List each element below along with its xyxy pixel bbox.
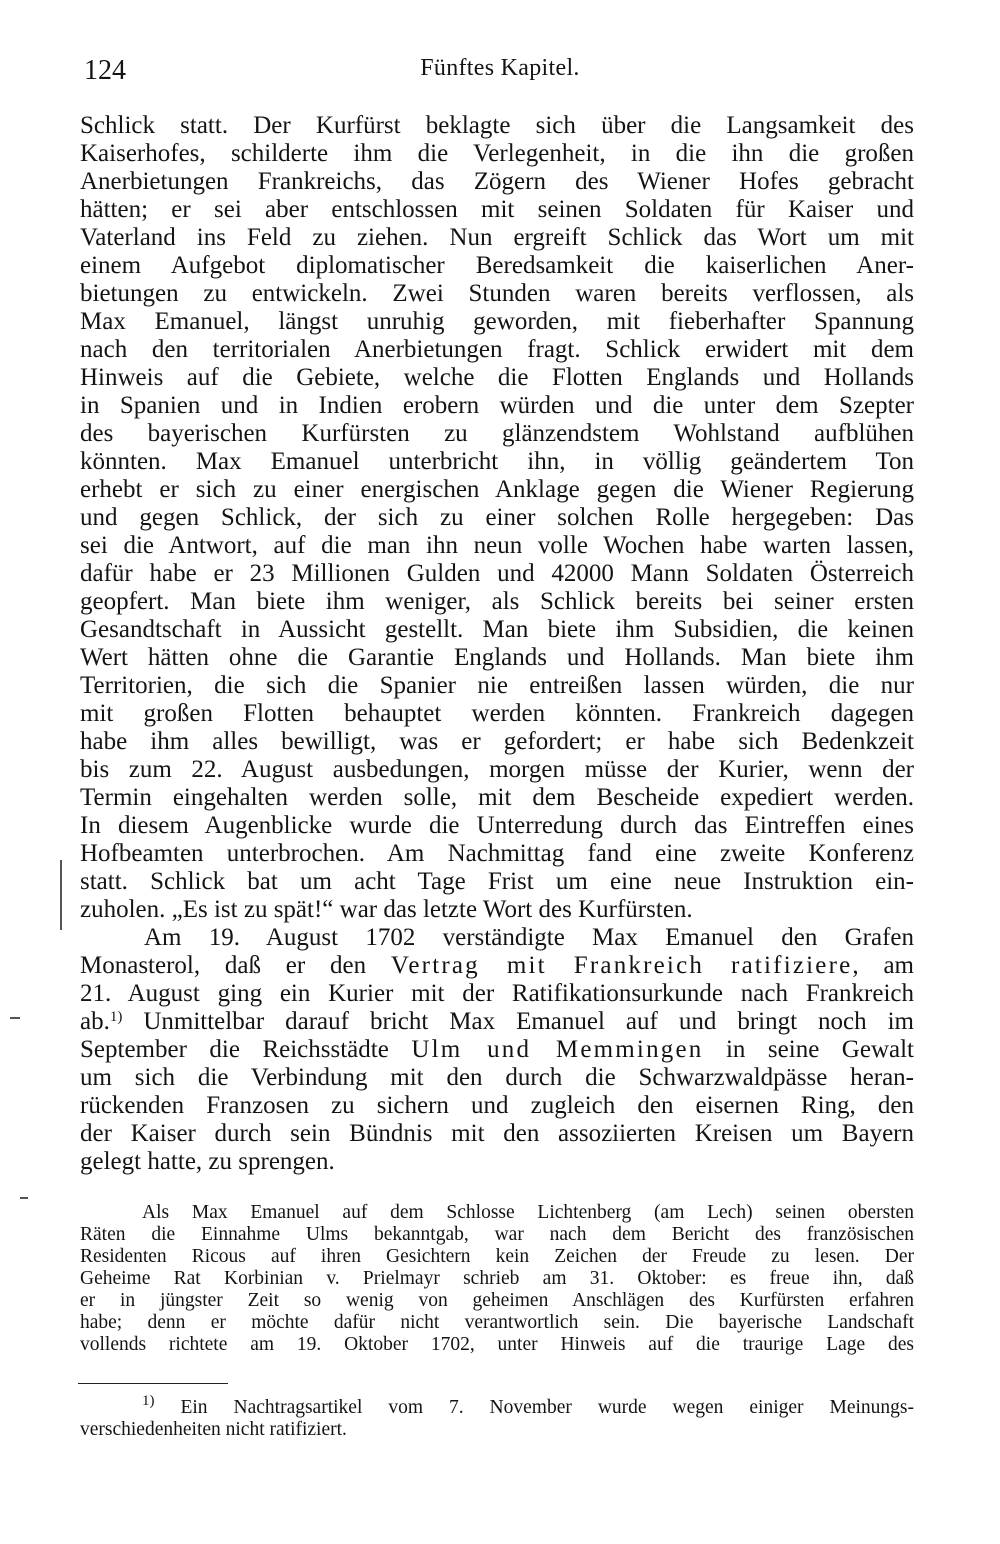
text-line: Hofbeamten unterbrochen. Am Nachmittag fand eine zweite Konferenz	[80, 840, 914, 867]
paragraph-1	[80, 112, 914, 924]
page-number: 124	[84, 55, 126, 86]
text-line: gelegt hatte, zu sprengen.	[80, 1148, 335, 1175]
text-line	[80, 952, 914, 980]
text-line: Gesandtschaft in Aussicht gestellt. Man biete ihm Subsidien, die keinen	[80, 616, 914, 643]
paragraph-2-rest	[80, 1064, 914, 1176]
text-run: ab.	[80, 1008, 110, 1035]
text-line: um sich die Verbindung mit den durch die Schwarzwaldpässe heran-	[80, 1064, 914, 1091]
main-text	[80, 112, 914, 1176]
text-run: Unmittelbar darauf bricht Max Emanuel auf und bringt noch im	[122, 1008, 914, 1035]
text-line: bis zum 22. August ausbedungen, morgen müsse der Kurier, wenn der	[80, 756, 914, 783]
text-run: , am	[852, 952, 914, 979]
text-line: Vaterland ins Feld zu ziehen. Nun ergreift Schlick das Wort um mit	[80, 224, 914, 251]
emphasis-spaced: Vertrag mit Frankreich ratifiziere	[390, 952, 853, 979]
margin-mark	[20, 1197, 28, 1199]
page-header	[0, 55, 1000, 95]
text-line: zuholen. „Es ist zu spät!“ war das letzte Wort des Kurfürsten.	[80, 896, 693, 923]
quote-line: er in jüngster Zeit so wenig von geheimen Anschlägen des Kurfürsten erfahren	[80, 1290, 914, 1311]
quote-line: Räten die Einnahme Ulms bekanntgab, war nach dem Bericht des französischen	[80, 1224, 914, 1245]
text-line: mit großen Flotten behauptet werden könnten. Frankreich dagegen	[80, 700, 914, 727]
running-head: Fünftes Kapitel.	[420, 55, 580, 81]
text-line: Max Emanuel, längst unruhig geworden, mit fieberhafter Spannung	[80, 308, 914, 335]
text-line: 21. August ging ein Kurier mit der Ratifikationsurkunde nach Frankreich	[80, 980, 914, 1007]
text-line: der Kaiser durch sein Bündnis mit den assoziierten Kreisen um Bayern	[80, 1120, 914, 1147]
text-run: September die Reichsstädte	[80, 1036, 412, 1063]
text-line: des bayerischen Kurfürsten zu glänzendstem Wohlstand aufblühen	[80, 420, 914, 447]
text-line: rückenden Franzosen zu sichern und zugleich den eisernen Ring, den	[80, 1092, 914, 1119]
quote-line: Residenten Ricous auf ihren Gesichtern kein Zeichen der Freude zu lesen. Der	[80, 1246, 914, 1267]
quote-line: Als Max Emanuel auf dem Schlosse Lichtenberg (am Lech) seinen obersten	[142, 1202, 914, 1223]
text-line: einem Aufgebot diplomatischer Beredsamkeit die kaiserlichen Aner-	[80, 252, 914, 279]
text-line: Territorien, die sich die Spanier nie entreißen lassen würden, die nur	[80, 672, 914, 699]
text-line: in Spanien und in Indien erobern würden und die unter dem Szepter	[80, 392, 914, 419]
text-line	[80, 1008, 914, 1036]
emphasis-spaced: Ulm und Memmingen	[411, 1036, 704, 1063]
text-line: Termin eingehalten werden solle, mit dem Bescheide expediert werden.	[80, 784, 914, 811]
text-line: Kaiserhofes, schilderte ihm die Verlegenheit, in die ihn die großen	[80, 140, 914, 167]
text-run: Ein Nachtragsartikel vom 7. November wurde wegen einiger Meinungs-	[154, 1397, 914, 1418]
text-line: Schlick statt. Der Kurfürst beklagte sich über die Langsamkeit des	[80, 112, 914, 139]
text-run: in seine Gewalt	[703, 1036, 914, 1063]
margin-mark	[10, 1017, 20, 1019]
margin-mark	[60, 860, 62, 930]
text-line: geopfert. Man biete ihm weniger, als Schlick bereits bei seiner ersten	[80, 588, 914, 615]
text-line: Hinweis auf die Gebiete, welche die Flotten Englands und Hollands	[80, 364, 914, 391]
footnote-line	[80, 1393, 914, 1419]
text-line: erhebt er sich zu einer energischen Anklage gegen die Wiener Regierung	[80, 476, 914, 503]
text-line: In diesem Augenblicke wurde die Unterredung durch das Eintreffen eines	[80, 812, 914, 839]
paragraph-2	[80, 924, 914, 1176]
quote-line: habe; denn er möchte dafür nicht verantwortlich sein. Die bayerische Landschaft	[80, 1312, 914, 1333]
text-run: Monasterol, daß er den	[80, 952, 391, 979]
text-line: habe ihm alles bewilligt, was er gefordert; er habe sich Bedenkzeit	[80, 728, 914, 755]
footnote-line: verschiedenheiten nicht ratifiziert.	[80, 1419, 347, 1440]
text-line: und gegen Schlick, der sich zu einer solchen Rolle hergegeben: Das	[80, 504, 914, 531]
text-line: Am 19. August 1702 verständigte Max Emanuel den Grafen	[144, 924, 914, 951]
footnote-ref: 1)	[109, 1009, 123, 1025]
footnote-rule	[78, 1383, 228, 1384]
text-line	[80, 1036, 914, 1064]
footnote-marker: 1)	[142, 1393, 155, 1409]
text-line: Wert hätten ohne die Garantie Englands und Hollands. Man biete ihm	[80, 644, 914, 671]
text-line: Anerbietungen Frankreichs, das Zögern des Wiener Hofes gebracht	[80, 168, 914, 195]
text-line: nach den territorialen Anerbietungen fragt. Schlick erwidert mit dem	[80, 336, 914, 363]
footnotes	[80, 1393, 914, 1441]
text-line: könnten. Max Emanuel unterbricht ihn, in völlig geändertem Ton	[80, 448, 914, 475]
text-line: bietungen zu entwickeln. Zwei Stunden waren bereits verflossen, als	[80, 280, 914, 307]
text-line: statt. Schlick bat um acht Tage Frist um eine neue Instruktion ein-	[80, 868, 914, 895]
text-line: sei die Antwort, auf die man ihn neun volle Wochen habe warten lassen,	[80, 532, 914, 559]
block-quote	[80, 1202, 914, 1356]
quote-line: vollends richtete am 19. Oktober 1702, unter Hinweis auf die traurige Lage des	[80, 1334, 914, 1355]
text-line: dafür habe er 23 Millionen Gulden und 42000 Mann Soldaten Österreich	[80, 560, 914, 587]
quote-line: Geheime Rat Korbinian v. Prielmayr schrieb am 31. Oktober: es freue ihn, daß	[80, 1268, 914, 1289]
text-line: hätten; er sei aber entschlossen mit seinen Soldaten für Kaiser und	[80, 196, 914, 223]
